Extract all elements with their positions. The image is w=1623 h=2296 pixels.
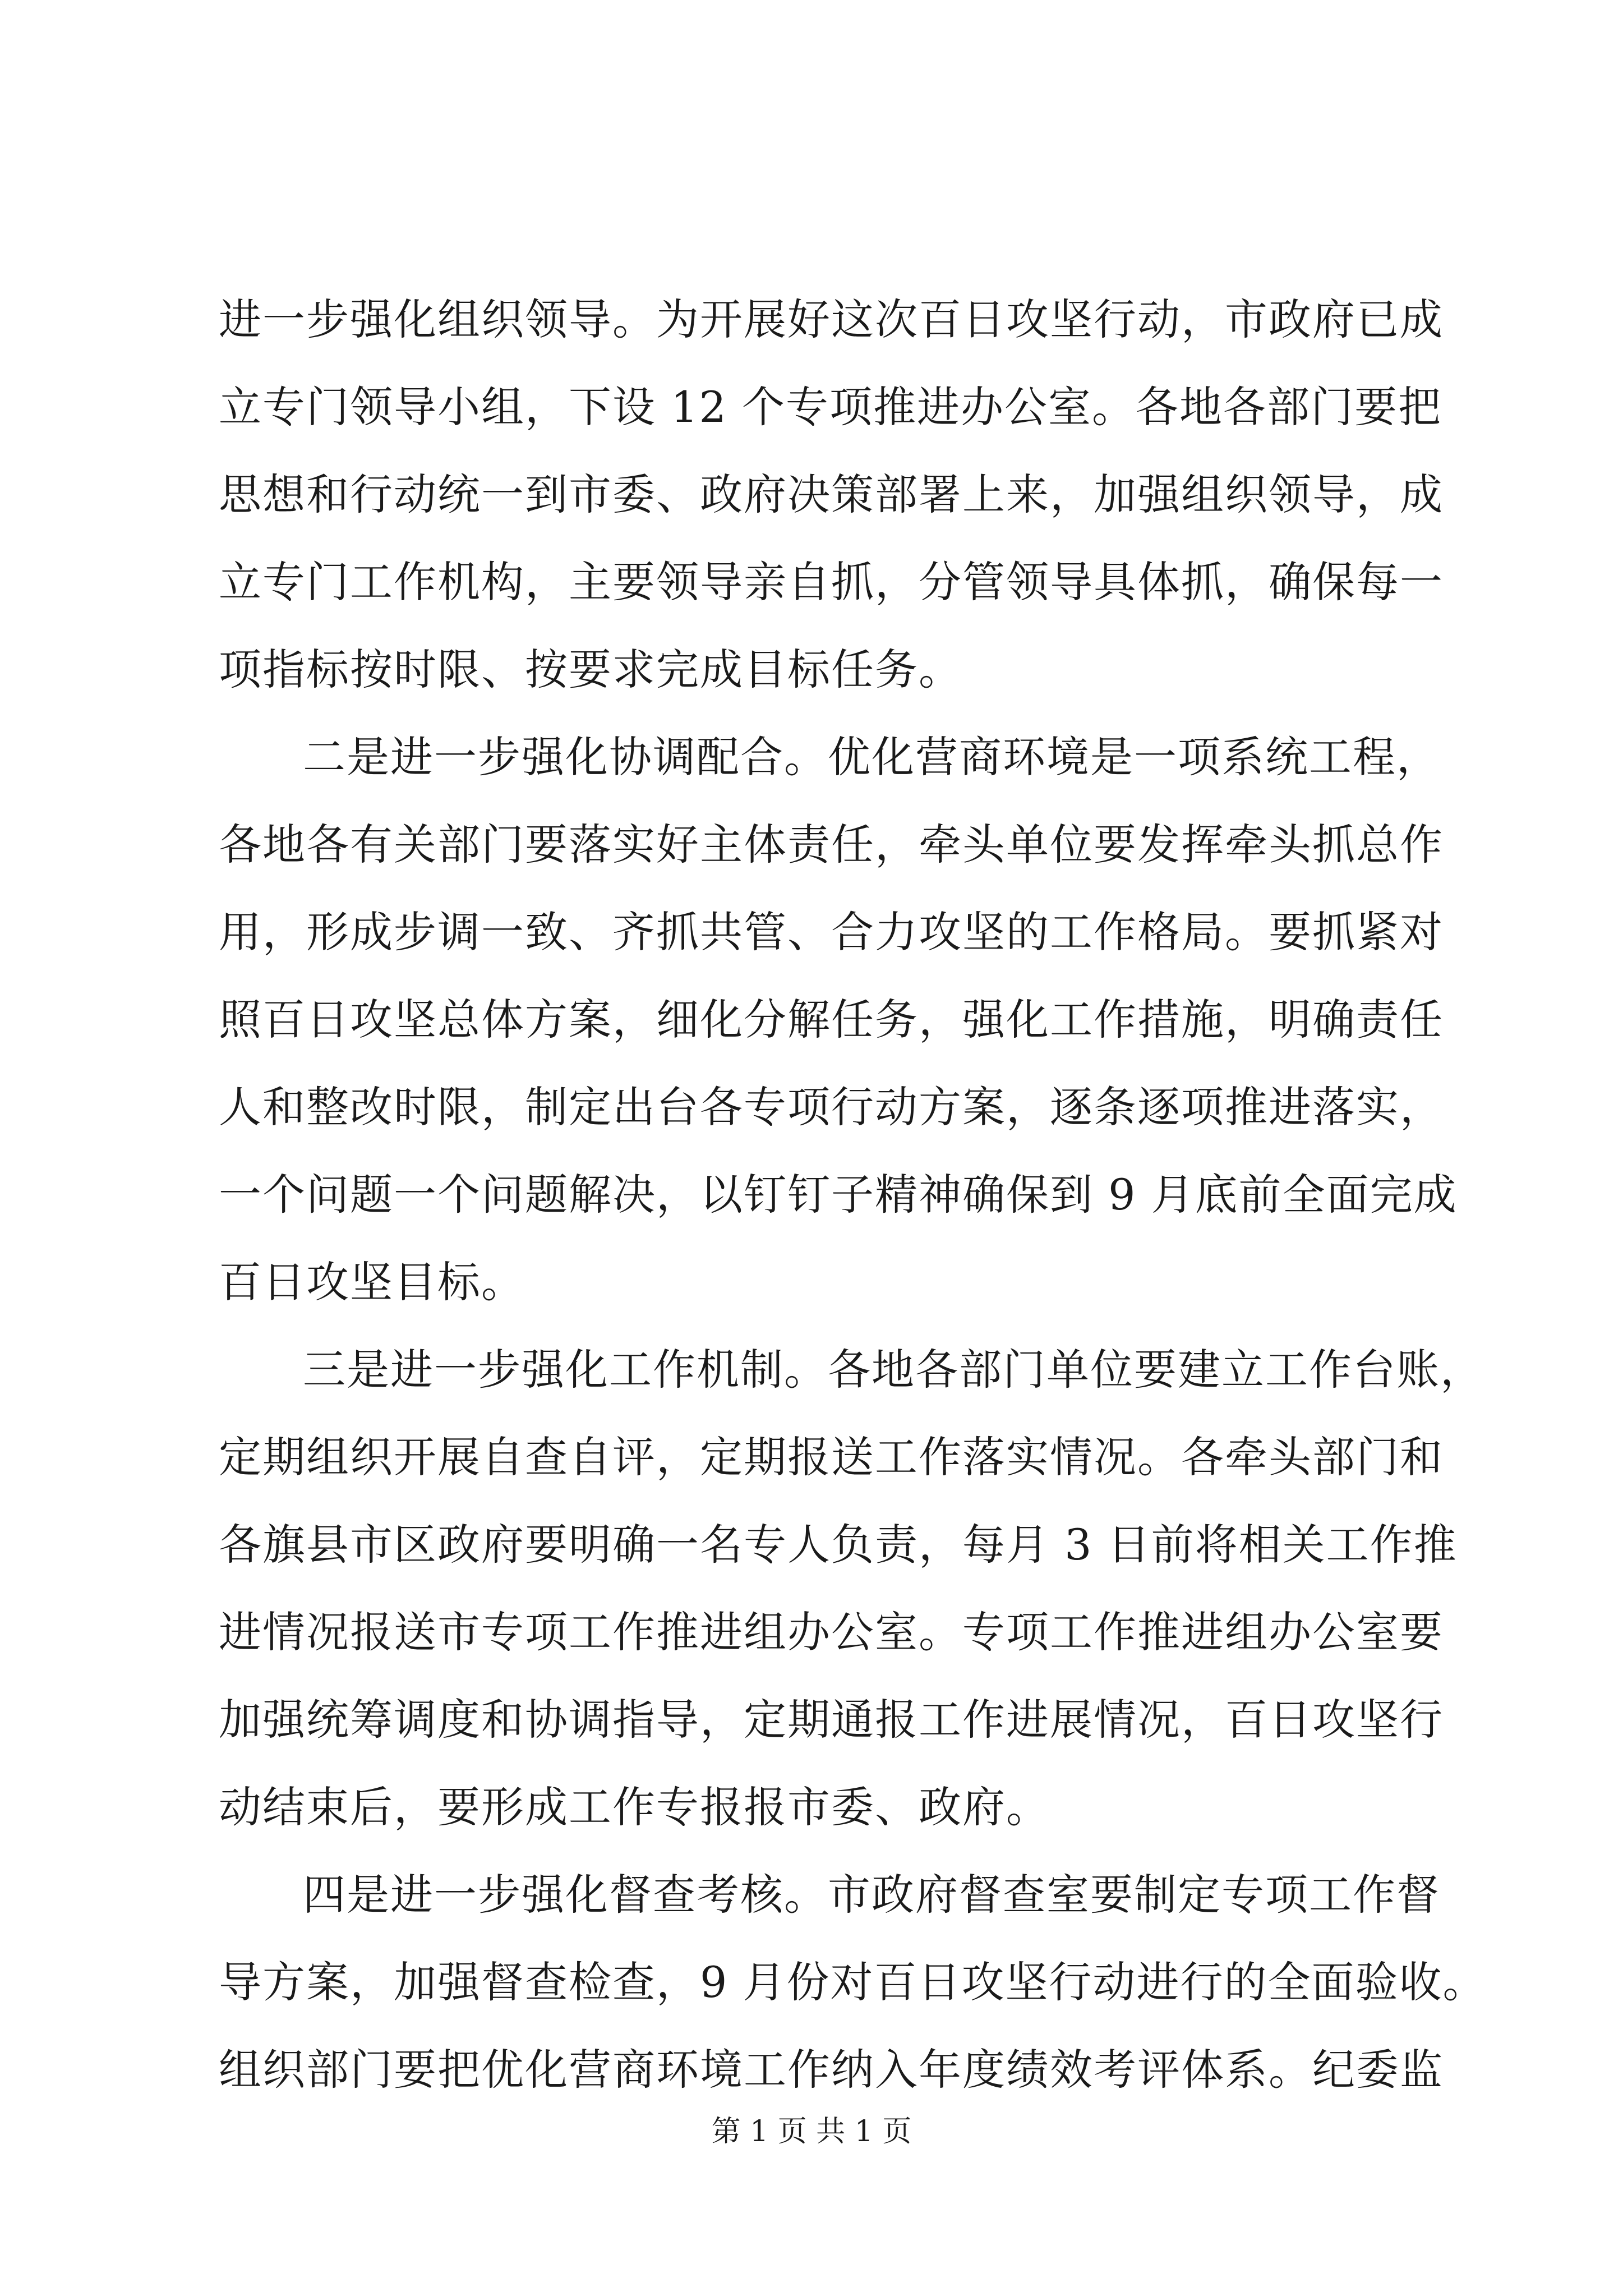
text-line: 组织部门要把优化营商环境工作纳入年度绩效考评体系。纪委监 bbox=[219, 2045, 1444, 2095]
text-line: 进一步强化组织领导。为开展好这次百日攻坚行动，市政府已成 bbox=[219, 295, 1444, 344]
text-line: 立专门领导小组，下设 12 个专项推进办公室。各地各部门要把 bbox=[219, 382, 1442, 432]
paragraph-start-line: 三是进一步强化工作机制。各地各部门单位要建立工作台账， bbox=[303, 1345, 1484, 1395]
text-line: 各旗县市区政府要明确一名专人负责，每月 3 日前将相关工作推 bbox=[219, 1520, 1458, 1570]
text-line: 立专门工作机构，主要领导亲自抓，分管领导具体抓，确保每一 bbox=[219, 557, 1444, 607]
paragraph-start-line: 四是进一步强化督查考核。市政府督查室要制定专项工作督 bbox=[303, 1870, 1440, 1920]
text-line: 导方案，加强督查检查，9 月份对百日攻坚行动进行的全面验收。 bbox=[219, 1957, 1487, 2007]
text-line: 各地各有关部门要落实好主体责任，牵头单位要发挥牵头抓总作 bbox=[219, 820, 1444, 869]
text-line: 用，形成步调一致、齐抓共管、合力攻坚的工作格局。要抓紧对 bbox=[219, 907, 1444, 957]
page-number-footer: 第 1 页 共 1 页 bbox=[711, 2115, 912, 2148]
text-line: 定期组织开展自查自评，定期报送工作落实情况。各牵头部门和 bbox=[219, 1432, 1444, 1482]
text-line: 动结束后，要形成工作专报报市委、政府。 bbox=[219, 1782, 1050, 1832]
text-line: 百日攻坚目标。 bbox=[219, 1257, 525, 1307]
text-line: 加强统筹调度和协调指导，定期通报工作进展情况，百日攻坚行 bbox=[219, 1695, 1444, 1745]
text-line: 项指标按时限、按要求完成目标任务。 bbox=[219, 645, 962, 694]
text-line: 人和整改时限，制定出台各专项行动方案，逐条逐项推进落实， bbox=[219, 1082, 1444, 1132]
paragraph-start-line: 二是进一步强化协调配合。优化营商环境是一项系统工程， bbox=[303, 732, 1440, 782]
text-line: 照百日攻坚总体方案，细化分解任务，强化工作措施，明确责任 bbox=[219, 995, 1444, 1045]
text-line: 一个问题一个问题解决，以钉钉子精神确保到 9 月底前全面完成 bbox=[219, 1170, 1458, 1220]
text-line: 进情况报送市专项工作推进组办公室。专项工作推进组办公室要 bbox=[219, 1607, 1444, 1657]
text-line: 思想和行动统一到市委、政府决策部署上来，加强组织领导，成 bbox=[219, 470, 1444, 519]
